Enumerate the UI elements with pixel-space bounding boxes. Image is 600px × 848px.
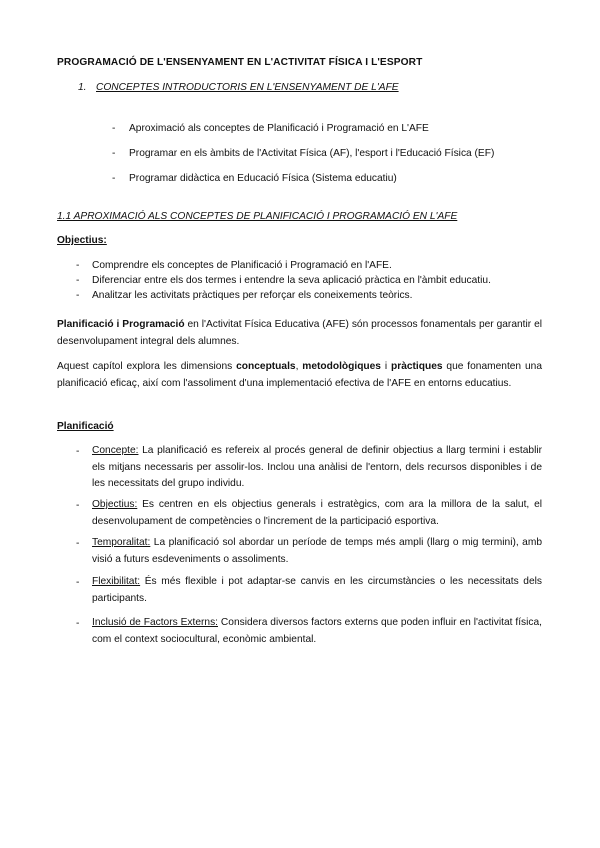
list-item-text: Analitzar les activitats pràctiques per reforçar els coneixements teòrics. (92, 290, 413, 301)
list-item-text: Aproximació als conceptes de Planificació i Programació en L'AFE (129, 123, 429, 134)
intro-text: en l'Activitat Física Educativa (AFE) són processos fonamentals per garantir el desenvolupament integral dels alumnes. (57, 319, 542, 347)
objectives-heading: Objectius: (57, 235, 107, 246)
item-term: Flexibilitat: (92, 576, 141, 587)
chapter-bold: pràctiques (391, 361, 443, 372)
chapter-bold: conceptuals (236, 361, 296, 372)
bullet-dash: - (76, 500, 80, 511)
bullet-dash: - (112, 123, 116, 134)
chapter-text: que fonamenten una planificació eficaç, així com l'assoliment d'una implementació efectiva de l'AFE en entorns educatius. (57, 361, 542, 389)
item-text: La planificació es refereix al procés general de definir objectius a llarg termini i establir els mitjans necessaris per assolir-los. Inclou una anàlisi de l'entorn, dels recursos disponibles i de les necessitats del grupo individu. (92, 445, 542, 489)
list-item (92, 443, 542, 493)
planning-heading: Planificació (57, 421, 114, 432)
item-text: La planificació sol abordar un període de temps més ampli (llarg o mig termini), amb visió a futurs esdeveniments o assoliments. (92, 537, 542, 565)
item-text: Es centren en els objectius generals i estratègics, com ara la millora de la salut, el desenvolupament de competències o l'increment de la participació esportiva. (92, 499, 542, 527)
item-term: Objectius: (92, 499, 138, 510)
bullet-dash: - (76, 446, 80, 457)
list-item (92, 615, 542, 648)
bullet-dash: - (76, 290, 80, 301)
bullet-dash: - (76, 618, 80, 629)
item-text: És més flexible i pot adaptar-se canvis en les circumstàncies o les necessitats dels participants. (92, 576, 542, 604)
list-item (92, 535, 542, 568)
item-text: Considera diversos factors externs que poden influir en l'activitat física, com el context sociocultural, econòmic ambiental. (92, 617, 542, 645)
bullet-dash: - (76, 260, 80, 271)
chapter-paragraph (57, 359, 542, 392)
item-term: Inclusió de Factors Externs: (92, 617, 218, 628)
section-title: CONCEPTES INTRODUCTORIS EN L'ENSENYAMENT DE L'AFE (96, 82, 399, 93)
chapter-bold: metodològiques (302, 361, 381, 372)
intro-paragraph (57, 317, 542, 350)
list-item-text: Programar didàctica en Educació Física (Sistema educatiu) (129, 173, 397, 184)
intro-bold: Planificació i Programació (57, 319, 185, 330)
chapter-text: Aquest capítol explora les dimensions (57, 361, 237, 372)
list-item (92, 497, 542, 530)
list-item-text: Comprendre els conceptes de Planificació i Programació en l'AFE. (92, 260, 392, 271)
list-item-text: Diferenciar entre els dos termes i entendre la seva aplicació pràctica en l'àmbit educatiu. (92, 275, 491, 286)
bullet-dash: - (76, 275, 80, 286)
subsection-title: 1.1 APROXIMACIÓ ALS CONCEPTES DE PLANIFICACIÓ I PROGRAMACIÓ EN L'AFE (57, 211, 458, 222)
section-number: 1. (78, 82, 87, 93)
bullet-dash: - (112, 148, 116, 159)
bullet-dash: - (76, 538, 80, 549)
item-term: Temporalitat: (92, 537, 151, 548)
bullet-dash: - (76, 577, 80, 588)
chapter-text: i (380, 361, 391, 372)
list-item-text: Programar en els àmbits de l'Activitat Física (AF), l'esport i l'Educació Física (EF) (129, 148, 495, 159)
list-item (92, 574, 542, 607)
item-term: Concepte: (92, 445, 139, 456)
bullet-dash: - (112, 173, 116, 184)
document-title: PROGRAMACIÓ DE L'ENSENYAMENT EN L'ACTIVITAT FÍSICA I L'ESPORT (57, 57, 423, 68)
chapter-text: , (295, 361, 303, 372)
